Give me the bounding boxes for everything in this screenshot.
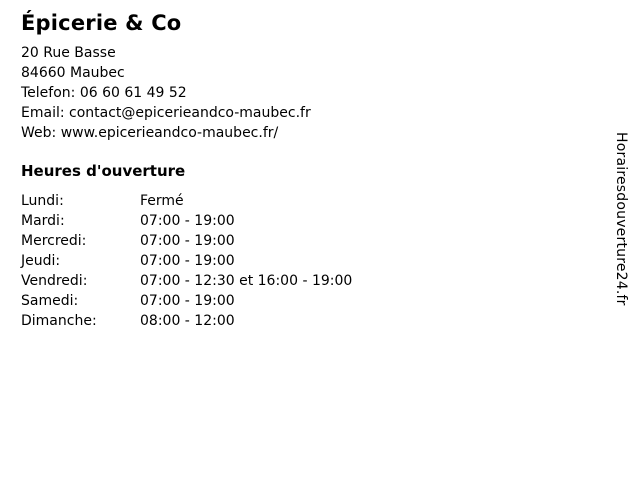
time-value: 07:00 - 19:00 xyxy=(140,233,235,249)
time-value: 07:00 - 12:30 et 16:00 - 19:00 xyxy=(140,273,353,289)
day-label: Mardi: xyxy=(21,213,65,229)
opening-hours-table xyxy=(21,191,581,331)
address-city: 84660 Maubec xyxy=(21,65,125,81)
phone-value: 06 60 61 49 52 xyxy=(79,85,187,101)
contact-block xyxy=(21,43,581,143)
day-label: Lundi: xyxy=(21,193,64,209)
email-value: contact@epicerieandco-maubec.fr xyxy=(69,105,311,121)
phone-label: Telefon: xyxy=(21,85,76,101)
time-value: 07:00 - 19:00 xyxy=(140,253,235,269)
table-row xyxy=(21,231,581,251)
business-listing xyxy=(21,0,581,331)
time-value: Fermé xyxy=(140,193,184,209)
opening-hours-heading: Heures d'ouverture xyxy=(21,162,186,180)
web-label: Web: xyxy=(21,125,57,141)
table-row xyxy=(21,271,581,291)
table-row xyxy=(21,251,581,271)
time-value: 08:00 - 12:00 xyxy=(140,313,235,329)
web-line xyxy=(21,123,581,143)
time-value: 07:00 - 19:00 xyxy=(140,213,235,229)
table-row xyxy=(21,311,581,331)
email-label: Email: xyxy=(21,105,65,121)
table-row xyxy=(21,291,581,311)
day-label: Mercredi: xyxy=(21,233,87,249)
address-street: 20 Rue Basse xyxy=(21,45,116,61)
table-row xyxy=(21,211,581,231)
web-value: www.epicerieandco-maubec.fr/ xyxy=(60,125,279,141)
business-name: Épicerie & Co xyxy=(21,11,182,35)
time-value: 07:00 - 19:00 xyxy=(140,293,235,309)
phone-line xyxy=(21,83,581,103)
day-label: Dimanche: xyxy=(21,313,97,329)
day-label: Vendredi: xyxy=(21,273,88,289)
email-line xyxy=(21,103,581,123)
day-label: Jeudi: xyxy=(21,253,61,269)
day-label: Samedi: xyxy=(21,293,79,309)
table-row xyxy=(21,191,581,211)
site-watermark: Horairesdouverture24.fr xyxy=(613,132,629,306)
